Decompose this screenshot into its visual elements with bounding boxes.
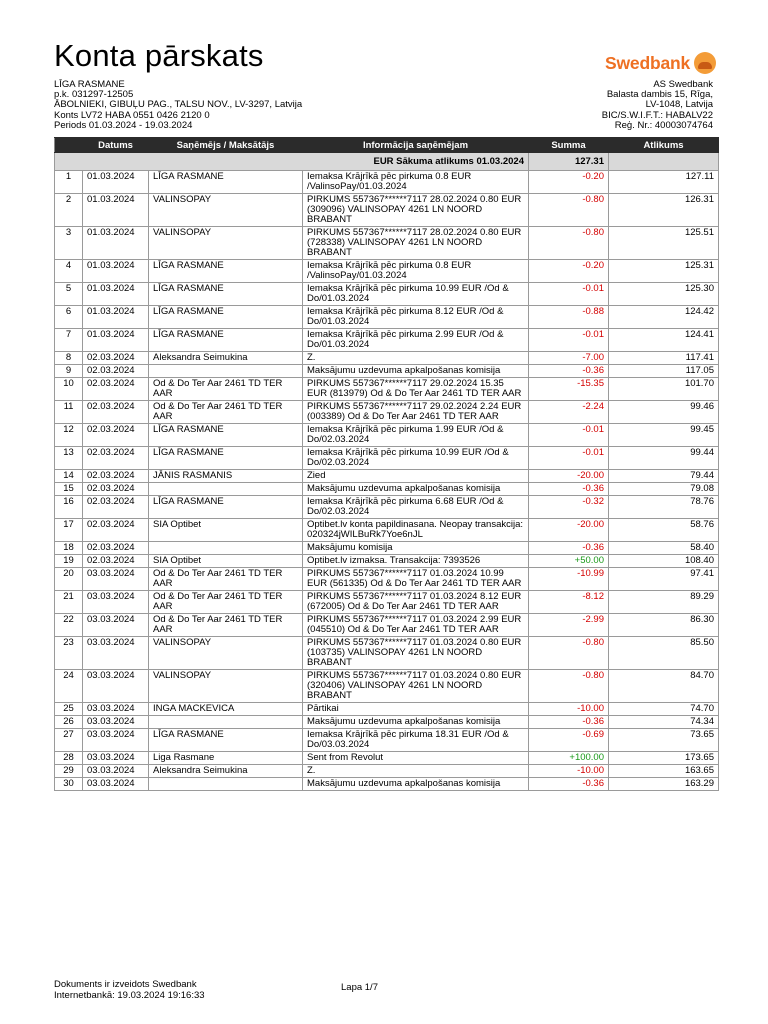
row-info: Z. — [303, 765, 529, 778]
row-balance: 101.70 — [609, 378, 719, 401]
table-row — [55, 765, 719, 778]
row-amount: -0.36 — [529, 716, 609, 729]
row-balance: 125.30 — [609, 283, 719, 306]
row-balance: 58.76 — [609, 519, 719, 542]
row-party: LĪGA RASMANE — [149, 447, 303, 470]
row-number: 19 — [55, 555, 83, 568]
opening-balance-value: 127.31 — [529, 153, 609, 171]
row-amount: -0.20 — [529, 260, 609, 283]
table-row — [55, 729, 719, 752]
row-number: 26 — [55, 716, 83, 729]
table-row — [55, 329, 719, 352]
row-balance: 58.40 — [609, 542, 719, 555]
table-row — [55, 365, 719, 378]
row-date: 03.03.2024 — [83, 778, 149, 791]
table-row — [55, 752, 719, 765]
table-row — [55, 591, 719, 614]
row-date: 02.03.2024 — [83, 401, 149, 424]
row-party: LĪGA RASMANE — [149, 424, 303, 447]
row-number: 11 — [55, 401, 83, 424]
row-number: 25 — [55, 703, 83, 716]
row-amount: -0.20 — [529, 171, 609, 194]
row-info: Iemaksa Krājrīkā pēc pirkuma 8.12 EUR /Od & Do/01.03.2024 — [303, 306, 529, 329]
row-info: Maksājumu uzdevuma apkalpošanas komisija — [303, 483, 529, 496]
row-date: 01.03.2024 — [83, 306, 149, 329]
row-info: Zied — [303, 470, 529, 483]
row-party — [149, 716, 303, 729]
row-amount: -0.69 — [529, 729, 609, 752]
row-info: Iemaksa Krājrīkā pēc pirkuma 10.99 EUR /Od & Do/02.03.2024 — [303, 447, 529, 470]
bank-bic: BIC/S.W.I.F.T.: HABALV22 — [601, 109, 713, 121]
table-row — [55, 778, 719, 791]
row-date: 03.03.2024 — [83, 614, 149, 637]
row-info: Iemaksa Krājrīkā pēc pirkuma 1.99 EUR /Od & Do/02.03.2024 — [303, 424, 529, 447]
table-row — [55, 542, 719, 555]
bank-street: Balasta dambis 15, Rīga, — [606, 89, 713, 101]
table-header-row — [55, 138, 719, 153]
row-balance: 85.50 — [609, 637, 719, 670]
row-date: 01.03.2024 — [83, 283, 149, 306]
table-row — [55, 352, 719, 365]
row-info: Optibet.lv izmaksa. Transakcija: 7393526 — [303, 555, 529, 568]
row-balance: 89.29 — [609, 591, 719, 614]
row-balance: 163.29 — [609, 778, 719, 791]
row-date: 02.03.2024 — [83, 365, 149, 378]
row-date: 03.03.2024 — [83, 716, 149, 729]
row-party: VALINSOPAY — [149, 670, 303, 703]
row-amount: -8.12 — [529, 591, 609, 614]
row-info: PIRKUMS 557367******7117 01.03.2024 10.99 EUR (561335) Od & Do Ter Aar 2461 TD TER AAR — [303, 568, 529, 591]
row-date: 03.03.2024 — [83, 703, 149, 716]
row-number: 2 — [55, 194, 83, 227]
row-date: 02.03.2024 — [83, 519, 149, 542]
row-amount: -7.00 — [529, 352, 609, 365]
row-date: 01.03.2024 — [83, 260, 149, 283]
row-info: PIRKUMS 557367******7117 29.02.2024 15.35 EUR (813979) Od & Do Ter Aar 2461 TD TER AAR — [303, 378, 529, 401]
row-party: LĪGA RASMANE — [149, 171, 303, 194]
row-date: 03.03.2024 — [83, 568, 149, 591]
row-date: 02.03.2024 — [83, 424, 149, 447]
row-amount: -0.36 — [529, 778, 609, 791]
table-row — [55, 703, 719, 716]
row-party: INGA MACKEVICA — [149, 703, 303, 716]
row-amount: -10.00 — [529, 765, 609, 778]
row-info: Iemaksa Krājrīkā pēc pirkuma 0.8 EUR /ValinsoPay/01.03.2024 — [303, 260, 529, 283]
row-amount: -0.80 — [529, 227, 609, 260]
row-date: 02.03.2024 — [83, 555, 149, 568]
row-balance: 78.76 — [609, 496, 719, 519]
row-party: VALINSOPAY — [149, 637, 303, 670]
row-party: LĪGA RASMANE — [149, 260, 303, 283]
row-amount: -0.80 — [529, 194, 609, 227]
row-amount: -0.01 — [529, 329, 609, 352]
row-date: 01.03.2024 — [83, 171, 149, 194]
table-row — [55, 483, 719, 496]
swedbank-oak-icon — [694, 52, 716, 74]
row-amount: -2.24 — [529, 401, 609, 424]
row-party: LĪGA RASMANE — [149, 306, 303, 329]
col-header-party: Saņēmējs / Maksātājs — [149, 138, 303, 153]
row-amount: -0.01 — [529, 283, 609, 306]
statement-period: Periods 01.03.2024 - 19.03.2024 — [54, 119, 193, 131]
client-personal-code: p.k. 031297-12505 — [54, 89, 134, 101]
row-party: Od & Do Ter Aar 2461 TD TER AAR — [149, 568, 303, 591]
transactions-table — [54, 137, 719, 791]
footer-info — [54, 980, 205, 1001]
row-number: 14 — [55, 470, 83, 483]
row-number: 6 — [55, 306, 83, 329]
row-date: 03.03.2024 — [83, 729, 149, 752]
opening-balance-row — [55, 153, 719, 171]
client-address: ĀBOLNIEKI, GIBUĻU PAG., TALSU NOV., LV-3297, Latvija — [54, 99, 303, 111]
client-name: LĪGA RASMANE — [54, 79, 125, 90]
row-number: 18 — [55, 542, 83, 555]
table-row — [55, 194, 719, 227]
row-info: PIRKUMS 557367******7117 28.02.2024 0.80 EUR (309096) VALINSOPAY 4261 LN NOORD BRABANT — [303, 194, 529, 227]
client-info — [54, 80, 302, 131]
row-amount: -0.36 — [529, 542, 609, 555]
row-amount: -0.88 — [529, 306, 609, 329]
row-party: LĪGA RASMANE — [149, 729, 303, 752]
row-info: Maksājumu uzdevuma apkalpošanas komisija — [303, 716, 529, 729]
row-info: Pārtikai — [303, 703, 529, 716]
table-row — [55, 716, 719, 729]
row-amount: -0.80 — [529, 670, 609, 703]
row-info: Iemaksa Krājrīkā pēc pirkuma 10.99 EUR /Od & Do/01.03.2024 — [303, 283, 529, 306]
row-balance: 124.41 — [609, 329, 719, 352]
row-balance: 99.44 — [609, 447, 719, 470]
row-party: Aleksandra Seimukina — [149, 765, 303, 778]
row-balance: 163.65 — [609, 765, 719, 778]
row-number: 12 — [55, 424, 83, 447]
row-info: Maksājumu uzdevuma apkalpošanas komisija — [303, 778, 529, 791]
row-number: 20 — [55, 568, 83, 591]
row-date: 01.03.2024 — [83, 227, 149, 260]
row-number: 21 — [55, 591, 83, 614]
row-number: 13 — [55, 447, 83, 470]
table-row — [55, 519, 719, 542]
table-row — [55, 614, 719, 637]
row-info: Iemaksa Krājrīkā pēc pirkuma 2.99 EUR /Od & Do/01.03.2024 — [303, 329, 529, 352]
row-party: Od & Do Ter Aar 2461 TD TER AAR — [149, 378, 303, 401]
row-party — [149, 778, 303, 791]
row-date: 01.03.2024 — [83, 329, 149, 352]
row-info: PIRKUMS 557367******7117 28.02.2024 0.80 EUR (728338) VALINSOPAY 4261 LN NOORD BRABANT — [303, 227, 529, 260]
row-date: 02.03.2024 — [83, 352, 149, 365]
row-amount: +50.00 — [529, 555, 609, 568]
row-party: Od & Do Ter Aar 2461 TD TER AAR — [149, 591, 303, 614]
row-number: 16 — [55, 496, 83, 519]
opening-balance-label: EUR Sākuma atlikums 01.03.2024 — [55, 153, 529, 171]
row-number: 3 — [55, 227, 83, 260]
row-info: Iemaksa Krājrīkā pēc pirkuma 0.8 EUR /ValinsoPay/01.03.2024 — [303, 171, 529, 194]
table-row — [55, 496, 719, 519]
row-balance: 108.40 — [609, 555, 719, 568]
row-number: 10 — [55, 378, 83, 401]
row-party: Od & Do Ter Aar 2461 TD TER AAR — [149, 401, 303, 424]
row-date: 03.03.2024 — [83, 670, 149, 703]
row-party: LĪGA RASMANE — [149, 283, 303, 306]
row-number: 22 — [55, 614, 83, 637]
row-party: Aleksandra Seimukina — [149, 352, 303, 365]
row-party: SIA Optibet — [149, 555, 303, 568]
row-number: 4 — [55, 260, 83, 283]
table-row — [55, 283, 719, 306]
row-info: Iemaksa Krājrīkā pēc pirkuma 6.68 EUR /Od & Do/02.03.2024 — [303, 496, 529, 519]
col-header-amount: Summa — [529, 138, 609, 153]
row-amount: -0.36 — [529, 365, 609, 378]
row-number: 8 — [55, 352, 83, 365]
row-date: 02.03.2024 — [83, 447, 149, 470]
row-party: LĪGA RASMANE — [149, 329, 303, 352]
row-info: PIRKUMS 557367******7117 01.03.2024 0.80 EUR (320406) VALINSOPAY 4261 LN NOORD BRABANT — [303, 670, 529, 703]
opening-balance-empty — [609, 153, 719, 171]
row-amount: -0.32 — [529, 496, 609, 519]
col-header-info: Informācija saņēmējam — [303, 138, 529, 153]
row-info: Sent from Revolut — [303, 752, 529, 765]
row-balance: 125.51 — [609, 227, 719, 260]
row-balance: 79.08 — [609, 483, 719, 496]
row-info: Maksājumu komisija — [303, 542, 529, 555]
row-party: VALINSOPAY — [149, 194, 303, 227]
row-number: 24 — [55, 670, 83, 703]
col-header-date: Datums — [83, 138, 149, 153]
row-date: 03.03.2024 — [83, 752, 149, 765]
row-info: Optibet.lv konta papildinasana. Neopay transakcija: 020324jWILBuRk7Yoe6nJL — [303, 519, 529, 542]
table-row — [55, 171, 719, 194]
row-number: 27 — [55, 729, 83, 752]
row-balance: 74.34 — [609, 716, 719, 729]
page-title: Konta pārskats — [54, 38, 264, 73]
row-balance: 73.65 — [609, 729, 719, 752]
table-row — [55, 306, 719, 329]
row-balance: 79.44 — [609, 470, 719, 483]
table-row — [55, 470, 719, 483]
row-date: 01.03.2024 — [83, 194, 149, 227]
row-party — [149, 365, 303, 378]
table-row — [55, 637, 719, 670]
row-balance: 99.46 — [609, 401, 719, 424]
bank-logo — [605, 52, 716, 74]
row-number: 17 — [55, 519, 83, 542]
bank-name: AS Swedbank — [653, 79, 713, 90]
table-row — [55, 227, 719, 260]
row-info: PIRKUMS 557367******7117 01.03.2024 8.12 EUR (672005) Od & Do Ter Aar 2461 TD TER AAR — [303, 591, 529, 614]
row-date: 02.03.2024 — [83, 496, 149, 519]
table-row — [55, 447, 719, 470]
client-account: Konts LV72 HABA 0551 0426 2120 0 — [54, 109, 210, 121]
table-row — [55, 424, 719, 447]
row-info: PIRKUMS 557367******7117 01.03.2024 2.99 EUR (045510) Od & Do Ter Aar 2461 TD TER AAR — [303, 614, 529, 637]
col-header-balance: Atlikums — [609, 138, 719, 153]
row-party: LĪGA RASMANE — [149, 496, 303, 519]
row-amount: +100.00 — [529, 752, 609, 765]
row-balance: 173.65 — [609, 752, 719, 765]
table-row — [55, 401, 719, 424]
row-balance: 117.41 — [609, 352, 719, 365]
row-info: Maksājumu uzdevuma apkalpošanas komisija — [303, 365, 529, 378]
table-row — [55, 378, 719, 401]
row-amount: -0.80 — [529, 637, 609, 670]
row-date: 02.03.2024 — [83, 542, 149, 555]
row-party: Liga Rasmane — [149, 752, 303, 765]
col-header-number — [55, 138, 83, 153]
table-row — [55, 555, 719, 568]
row-balance: 84.70 — [609, 670, 719, 703]
row-number: 15 — [55, 483, 83, 496]
row-date: 03.03.2024 — [83, 591, 149, 614]
table-row — [55, 670, 719, 703]
row-number: 1 — [55, 171, 83, 194]
row-balance: 86.30 — [609, 614, 719, 637]
row-number: 23 — [55, 637, 83, 670]
row-info: PIRKUMS 557367******7117 29.02.2024 2.24 EUR (003389) Od & Do Ter Aar 2461 TD TER AAR — [303, 401, 529, 424]
row-balance: 127.11 — [609, 171, 719, 194]
row-number: 9 — [55, 365, 83, 378]
row-number: 7 — [55, 329, 83, 352]
row-date: 03.03.2024 — [83, 765, 149, 778]
bank-info — [602, 80, 713, 131]
row-number: 5 — [55, 283, 83, 306]
row-date: 02.03.2024 — [83, 470, 149, 483]
row-balance: 74.70 — [609, 703, 719, 716]
bank-city: LV-1048, Latvija — [645, 99, 713, 111]
table-row — [55, 260, 719, 283]
footer-created-at: Internetbankā: 19.03.2024 19:16:33 — [54, 989, 205, 1001]
row-date: 02.03.2024 — [83, 483, 149, 496]
bank-logo-text: Swedbank — [605, 52, 690, 73]
row-party — [149, 483, 303, 496]
row-party — [149, 542, 303, 555]
row-number: 30 — [55, 778, 83, 791]
bank-reg: Reģ. Nr.: 40003074764 — [614, 119, 713, 131]
row-info: PIRKUMS 557367******7117 01.03.2024 0.80 EUR (103735) VALINSOPAY 4261 LN NOORD BRABANT — [303, 637, 529, 670]
row-info: Iemaksa Krājrīkā pēc pirkuma 18.31 EUR /Od & Do/03.03.2024 — [303, 729, 529, 752]
row-amount: -15.35 — [529, 378, 609, 401]
table-row — [55, 568, 719, 591]
row-amount: -0.01 — [529, 447, 609, 470]
row-amount: -10.99 — [529, 568, 609, 591]
row-amount: -0.36 — [529, 483, 609, 496]
row-balance: 126.31 — [609, 194, 719, 227]
row-amount: -2.99 — [529, 614, 609, 637]
row-amount: -10.00 — [529, 703, 609, 716]
row-info: Z. — [303, 352, 529, 365]
row-party: Od & Do Ter Aar 2461 TD TER AAR — [149, 614, 303, 637]
row-number: 28 — [55, 752, 83, 765]
footer-created-by: Dokuments ir izveidots Swedbank — [54, 979, 197, 990]
row-balance: 117.05 — [609, 365, 719, 378]
row-party: VALINSOPAY — [149, 227, 303, 260]
row-balance: 99.45 — [609, 424, 719, 447]
row-date: 03.03.2024 — [83, 637, 149, 670]
row-party: JĀNIS RASMANIS — [149, 470, 303, 483]
row-amount: -0.01 — [529, 424, 609, 447]
row-party: SIA Optibet — [149, 519, 303, 542]
row-number: 29 — [55, 765, 83, 778]
page-number: Lapa 1/7 — [341, 982, 378, 993]
row-balance: 124.42 — [609, 306, 719, 329]
row-amount: -20.00 — [529, 519, 609, 542]
row-balance: 125.31 — [609, 260, 719, 283]
row-balance: 97.41 — [609, 568, 719, 591]
row-date: 02.03.2024 — [83, 378, 149, 401]
row-amount: -20.00 — [529, 470, 609, 483]
